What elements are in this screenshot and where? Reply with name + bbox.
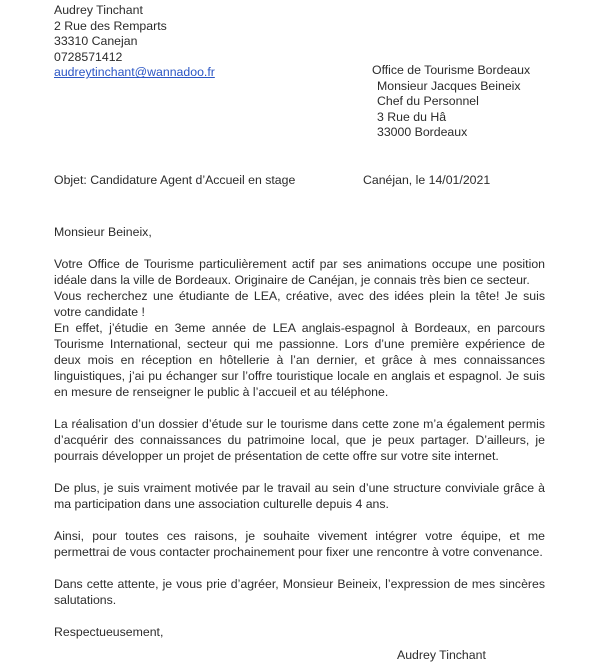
body-paragraph-3: En effet, j’étudie en 3eme année de LEA anglais-espagnol à Bordeaux, en parcours Tourisme International, secteur qui me passionne. Lors d’une première expérience de deux mois en réception en hôtellerie à l’an dernier, et grâce à mes connaissances linguistiques, j’ai pu échanger sur l’offre touristique locale en anglais et espagnol. Je suis en mesure de renseigner le public à l’accueil et au téléphone. <box>54 321 545 399</box>
recipient-person: Monsieur Jacques Beineix <box>377 78 521 93</box>
recipient-organization: Office de Tourisme Bordeaux <box>372 63 531 77</box>
subject-line: Objet: Candidature Agent d’Accueil en stage <box>54 173 296 187</box>
body-paragraph-6: Ainsi, pour toutes ces raisons, je souhaite vivement intégrer votre équipe, et me permettrai de vous contacter prochainement pour fixer une rencontre à votre convenance. <box>54 529 545 559</box>
salutation: Monsieur Beineix, <box>54 225 152 239</box>
signature-name: Audrey Tinchant <box>397 648 486 662</box>
recipient-street: 3 Rue du Hâ <box>377 109 447 124</box>
sender-name: Audrey Tinchant <box>54 3 143 17</box>
closing-line: Respectueusement, <box>54 625 164 639</box>
sender-address-block <box>54 3 215 81</box>
body-paragraph-7: Dans cette attente, je vous prie d’agréer, Monsieur Beineix, l’expression de mes sincères salutations. <box>54 577 545 607</box>
place-and-date: Canéjan, le 14/01/2021 <box>363 173 491 187</box>
sender-street: 2 Rue des Remparts <box>54 18 167 33</box>
sender-phone: 0728571412 <box>54 49 123 64</box>
body-paragraph-2: Vous recherchez une étudiante de LEA, créative, avec des idées plein la tête! Je suis votre candidate ! <box>54 289 545 319</box>
body-paragraph-1: Votre Office de Tourisme particulièrement actif par ses animations occupe une position idéale dans la ville de Bordeaux. Originaire de Canéjan, je connais très bien ce secteur. <box>54 257 545 287</box>
sender-city: 33310 Canejan <box>54 34 138 49</box>
sender-email-link[interactable]: audreytinchant@wannadoo.fr <box>54 65 215 80</box>
body-paragraph-5: De plus, je suis vraiment motivée par le travail au sein d’une structure conviviale grâce à ma participation dans une association culturelle depuis 4 ans. <box>54 481 545 511</box>
recipient-role: Chef du Personnel <box>377 94 479 109</box>
body-paragraph-4: La réalisation d’un dossier d’étude sur le tourisme dans cette zone m’a également permis d’acquérir des connaissances du patrimoine local, que je peux partager. D’ailleurs, je pourrais développer un projet de présentation de cette offre sur votre site internet. <box>54 417 545 463</box>
letter-body <box>54 224 545 640</box>
recipient-city: 33000 Bordeaux <box>377 125 468 140</box>
recipient-address-block <box>372 63 530 141</box>
